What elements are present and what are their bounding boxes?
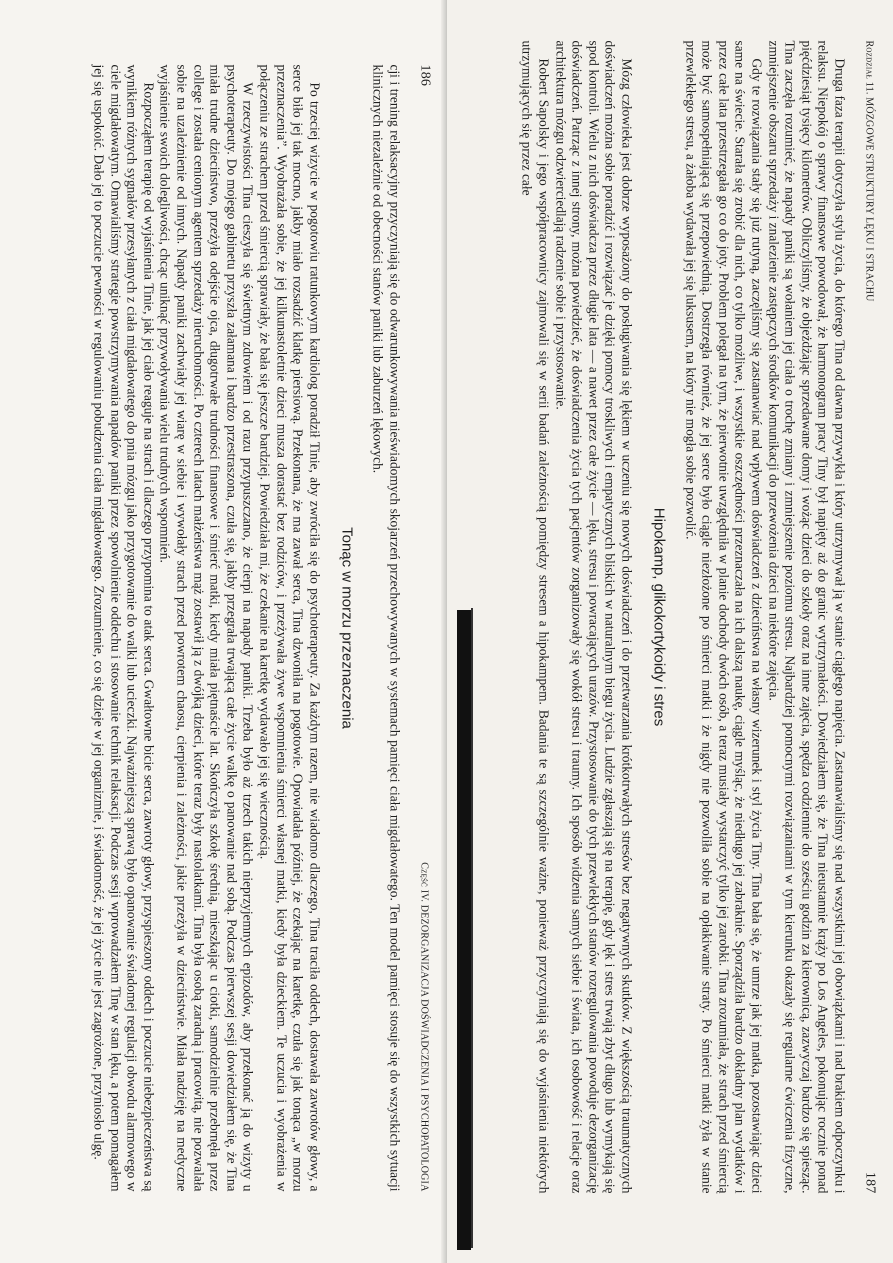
running-head: Część IV. DEZORGANIZACJA DOŚWIADCZENIA I PSYCHOPATOLOGIA — [418, 861, 429, 1191]
left-page-content — [0, 0, 446, 1263]
left-page-header — [416, 64, 432, 1191]
running-head: Rozdział 11. MÓZGOWE STRUKTURY LĘKU I STRACHU — [863, 40, 874, 302]
right-page-content — [447, 0, 893, 1263]
paragraph: Robert Sapolsky i jego współpracownicy zajmowali się w serii badań zależnością pomiędzy stresem a hipokampem. Badania te są szczególnie ważne, ponieważ przyczyniają się do wyjaśnienia niektórych utrzymujących się przez całe — [519, 40, 552, 1193]
right-page-header — [861, 40, 877, 1193]
paragraph: Po trzeciej wizycie w pogotowiu ratunkowym kardiolog poradził Tinie, aby zwróciła się do psychoterapeuty. Za każdym razem, nie wiadomo dlaczego, Tina traciła oddech, dostawała zawrotów głowy, a serce biło jej tak mocno, jakby miało rozsadzić klatkę piersiową. Przekonana, że ma zawał serca, Tina dzwoniła na pogotowie. Opowiadała później, że czekając na karetkę, czuła się jak tonąca „w morzu przeznaczenia”. Wyobrażała sobie, że jej kilkunastoletnie dzieci musza dorastać bez rodziców, i przeżywała żywe wspomnienia śmierci własnej matki, kiedy była dzieckiem. Te uczucia i wyobrażenia w połączeniu ze strachem przed śmiercią sprawiały, że bała się jeszcze bardziej. Powiedziała mi, że czekanie na karetkę wydawało jej się wiecznością. — [257, 64, 322, 1191]
paragraph: Druga faza terapii dotyczyła stylu życia, do którego Tina od dawna przywykła i który utrzymywał ją w stanie ciągłego napięcia. Zastanawialiśmy się nad wszystkimi jej obowiązkami i nad brakiem odpoczynku i relaksu. Niepokój o sprawy finansowe powodował, że harmonogram pracy Tiny był napięty aż do granic wytrzymałości. Dowiedziałem się, że Tina nieustannie krąży po Los Angeles, pokonując rocznie ponad pięćdziesiąt tysięcy kilometrów. Obliczyliśmy, że objeżdżając sprzedawane domy i wożąc dzieci do szkoły oraz na inne zajęcia, spędza codziennie do sześciu godzin za kierownicą, zazwyczaj bardzo się spiesząc. Tina zaczęła rozumieć, że napady paniki są wołaniem jej ciała o trochę zmiany i zmniejszenie poziomu stresu. Najbardziej pomocnymi rozwiązaniami w tym kierunku okazały się regularne ćwiczenia fizyczne, zmniejszenie obszaru sprzedaży i znalezienie zastępczych środków komunikacji do przewożenia dzieci na niektóre zajęcia. — [765, 40, 847, 1193]
page-number: 186 — [417, 64, 432, 86]
page-number: 187 — [862, 1171, 877, 1193]
right-page — [447, 0, 893, 1263]
paragraph: Gdy te rozwiązania stały się już rutyną, zaczęliśmy się zastanawiać nad wpływem doświadczeń z dzieciństwa na własny wizerunek i styl życia Tiny. Tina bała się, że umrze jak jej matka, pozostawiając dzieci same na świecie. Starała się zrobić dla nich, co tylko możliwe, i wszystkie oszczędności przeznaczała na ich dalszą naukę, ciągle myśląc, że niedługo jej zabraknie. Sporządziła bardzo dokładny plan wydatków i przez całe lata przestrzegała go co do joty. Problem polegał na tym, że pierwotnie uwzględniła w planie dochody dwóch osób, a teraz musiały wystarczyć tylko jej zarobki. Tina zrozumiała, że strach przed śmiercią może być samospełniającą się przepowiednią. Dostrzegła również, że jej serce było ciągle niezłożone po śmierci matki i że nigdy nie pozwoliła sobie na opłakiwanie straty. Po śmierci matki żyła w stanie przewlekłego stresu, a żałoba wydawała jej się luksusem, na który nie mogła sobie pozwolić. — [682, 40, 765, 1193]
intro-paragraph: cji i trening relaksacyjny przyczyniają się do odwarunkowywania nieświadomych skojarzeń przechowywanych w systemach pamięci ciała migdałowatego. Ten model pamięci stosuje się do wszystkich sytuacji klinicznych niezależnie od obecności stanów paniki lub zaburzeń lękowych. — [370, 64, 402, 1191]
paragraph: W rzeczywistości Tina cieszyła się świetnym zdrowiem i od razu przypuszczano, że cierpi na napady paniki. Trzeba było aż trzech takich nieprzyjemnych epizodów, aby przekonać ją do wizyty u psychoterapeuty. Do mojego gabinetu przyszła załamana i bardzo przestraszona, czuła się, jakby przegrała trwającą całe życie walkę o panowanie nad sobą. Podczas pierwszej sesji dowiedziałem się, że Tina miała trudne dzieciństwo, przeżyła odejście ojca, długotrwałe trudności finansowe i śmierć matki, kiedy miała piętnaście lat. Skończyła szkołę średnią, mieszkając u ciotki, samodzielnie przebrnęła przez college i została cenionym agentem sprzedaży nieruchomości. Po czterech latach małżeństwa mąż zostawił ją z dwójką dzieci, które teraz były nastolatkami. Tina była osobą zaradną i pracowitą, nie pozwalała sobie na uzależnienie od innych. Napady paniki zachwiały jej wiarę w siebie i wywołały strach przed powrotem chaosu, cierpienia i zależności, jakie przeżyła w dzieciństwie. Miała nadzieję na medyczne wyjaśnienie swoich dolegliwości, chcąc uniknąć przywoływania wielu trudnych wspomnień. — [157, 64, 256, 1191]
left-page — [0, 0, 446, 1263]
paragraph: Mózg człowieka jest dobrze wyposażony do posługiwania się lękiem w uczeniu się nowych doświadczeń i do przetwarzania krótkotrwałych stresów bez negatywnych skutków. Z większością traumatycznych doświadczeń można sobie poradzić i rozwiązać je dzięki pomocy troskliwych i empatycznych bliskich w naturalnym biegu życia. Ludzie zgłaszają się na terapię, gdy lęk i stres trwają zbyt długo lub wymykają się spod kontroli. Wielu z nich doświadcza przez długie lata — a nawet przez całe życie — lęku, stresu i powracających urazów. Przystosowanie do tych przewlekłych stanów rozregulowania powoduje dezorganizację doświadczeń. Patrząc z innej strony, można powiedzieć, że doświadczenia życia tych pacjentów zorganizowały się wokół stresu i traumy. Ich sposób widzenia samych siebie i świata, ich osobowość i relacje oraz architektura mózgu odzwierciedlają radzenie sobie i przystosowanie. — [552, 40, 635, 1193]
section-title: Hipokamp, glikokortykoidy i stres — [650, 507, 668, 726]
section-title: Tonąc w morzu przeznaczenia — [337, 526, 355, 729]
paragraph: Rozpocząłem terapię od wyjaśnienia Tinie, jak jej ciało reaguje na strach i dlaczego przypomina to atak serca. Gwałtowne bicie serca, zawroty głowy, przyspieszony oddech i poczucie niebezpieczeństwa są wynikiem różnych sygnałów przesyłanych z ciała migdałowatego do pnia mózgu jako przygotowanie do walki lub ucieczki. Najważniejszą sprawą było opanowanie świadomej regulacji obwodu alarmowego w ciele migdałowatym. Omawialiśmy strategie powstrzymywania napadów paniki przez spowolnienie oddechu i stosowanie technik relaksacji. Podczas sesji wprowadzałem Tinę w stan lęku, a potem pomagałem jej się uspokoić. Dało jej to poczucie pewności w regulowaniu pobudzenia ciała migdałowatego. Zrozumienie, co się dzieje w jej organizmie, i świadomość, że jej życie nie jest zagrożone, przyniosło ulgę. — [91, 64, 156, 1191]
